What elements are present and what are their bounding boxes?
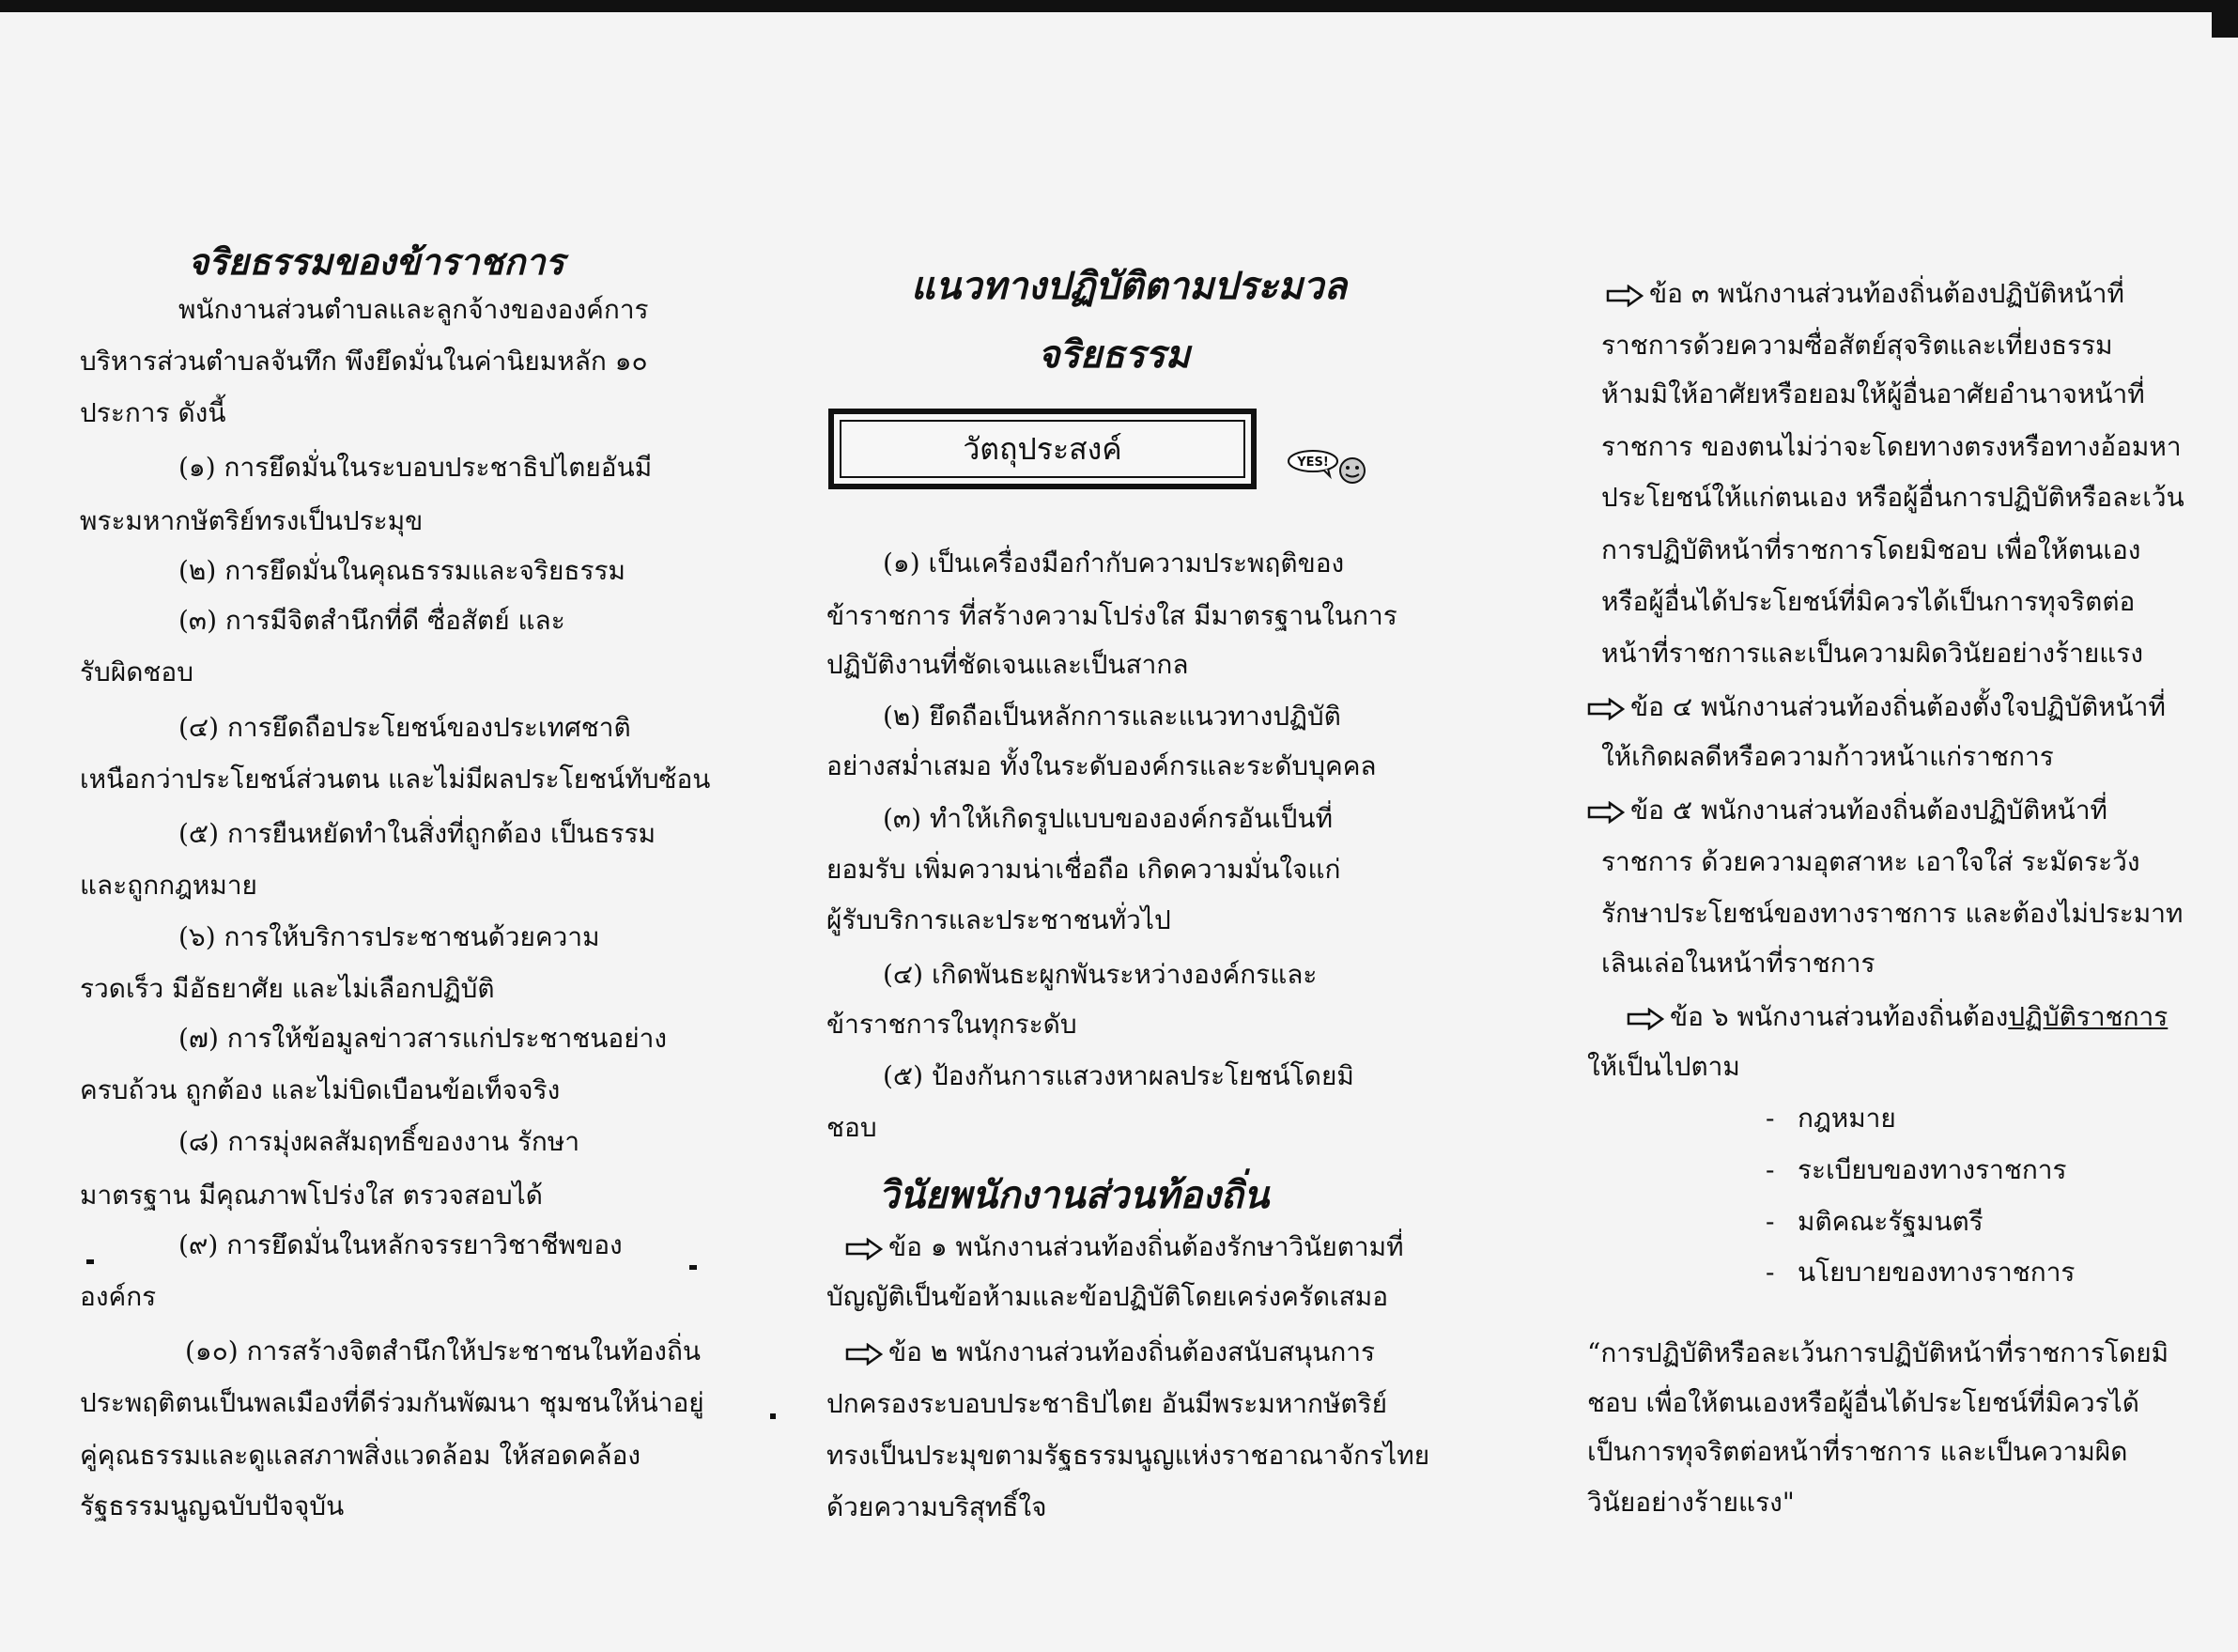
arrow-right-icon [1587,801,1625,824]
text-line: (๔) เกิดพันธะผูกพันระหว่างองค์กรและ [883,959,1318,990]
text-line: ประพฤติตนเป็นพลเมืองที่ดีร่วมกันพัฒนา ชุมชนให้น่าอยู่ [80,1387,704,1418]
bullet-text: ระเบียบของทางราชการ [1798,1154,2067,1185]
text-line: (๒) ยึดถือเป็นหลักการและแนวทางปฏิบัติ [883,701,1341,732]
discipline-item-text: ข้อ ๓ พนักงานส่วนท้องถิ่นต้องปฏิบัติหน้าที่ [1649,278,2124,309]
item6-line [1587,996,2168,1038]
svg-text:YES!: YES! [1297,455,1329,470]
text-line: ครบถ้วน ถูกต้อง และไม่บิดเบือนข้อเท็จจริง [80,1074,561,1105]
text-line: ราชการด้วยความซื่อสัตย์สุจริตและเที่ยงธรรม [1601,330,2113,361]
bullet-item: - กฎหมาย [1766,1103,1896,1134]
text-line: ข้าราชการ ที่สร้างความโปร่งใส มีมาตรฐานในการ [826,600,1397,631]
text-line: ราชการ ของตนไม่ว่าจะโดยทางตรงหรือทางอ้อมหา [1601,431,2182,462]
text-line: ห้ามมิให้อาศัยหรือยอมให้ผู้อื่นอาศัยอำนาจหน้าที่ [1601,378,2145,409]
text-line [1587,790,2107,831]
text-line: (๑) การยึดมั่นในระบอบประชาธิปไตยอันมี [178,452,653,483]
text-line: บริหารส่วนตำบลจันทึก พึงยึดมั่นในค่านิยมหลัก ๑๐ [80,346,648,377]
text-line [1587,687,2166,728]
left-title: จริยธรรมของข้าราชการ [188,241,564,283]
text-line: อย่างสม่ำเสมอ ทั้งในระดับองค์กรและระดับบุคคล [826,750,1377,781]
text-line: (๘) การมุ่งผลสัมฤทธิ์ของงาน รักษา [178,1126,580,1157]
text-line: รักษาประโยชน์ของทางราชการ และต้องไม่ประมาท [1601,898,2184,929]
bullet-item: - ระเบียบของทางราชการ [1766,1154,2067,1185]
text-line: (๓) การมีจิตสำนึกที่ดี ซื่อสัตย์ และ [178,605,565,636]
text-line: (๒) การยึดมั่นในคุณธรรมและจริยธรรม [178,555,625,586]
text-line: (๑๐) การสร้างจิตสำนึกให้ประชาชนในท้องถิ่น [185,1335,702,1366]
arrow-right-icon [1606,285,1644,307]
discipline-item-text: ข้อ ๒ พนักงานส่วนท้องถิ่นต้องสนับสนุนการ [888,1336,1376,1367]
text-line: มาตรฐาน มีคุณภาพโปร่งใส ตรวจสอบได้ [80,1180,543,1211]
text-line: ทรงเป็นประมุขตามรัฐธรรมนูญแห่งราชอาณาจักรไทย [826,1440,1430,1471]
text-line [826,1227,1404,1268]
discipline-item-text: ข้อ ๕ พนักงานส่วนท้องถิ่นต้องปฏิบัติหน้าที่ [1630,795,2108,826]
objective-label: วัตถุประสงค์ [840,420,1245,478]
text-line: รวดเร็ว มีอัธยาศัย และไม่เลือกปฏิบัติ [80,973,495,1004]
text-line: เหนือกว่าประโยชน์ส่วนตน และไม่มีผลประโยชน์ทับซ้อน [80,764,711,795]
middle-subtitle: วินัยพนักงานส่วนท้องถิ่น [878,1174,1270,1217]
text-line: ราชการ ด้วยความอุตสาหะ เอาใจใส่ ระมัดระวัง [1601,846,2140,877]
text-line: การปฏิบัติหน้าที่ราชการโดยมิชอบ เพื่อให้ตนเอง [1601,534,2141,565]
text-line: ให้เป็นไปตาม [1587,1051,1740,1082]
text-line: องค์กร [80,1281,157,1312]
bullet-item: - นโยบายของทางราชการ [1766,1257,2076,1288]
text-line: (๖) การให้บริการประชาชนด้วยความ [178,921,600,952]
scan-top-border [0,0,2238,12]
text-line: ปกครองระบอบประชาธิปไตย อันมีพระมหากษัตริย์ [826,1388,1388,1419]
yes-smiley-icon [1287,448,1371,486]
text-line: เลินเล่อในหน้าที่ราชการ [1601,948,1875,979]
text-line: วินัยอย่างร้ายแรง" [1587,1487,1795,1518]
text-line: ประโยชน์ให้แก่ตนเอง หรือผู้อื่นการปฏิบัติหรือละเว้น [1601,482,2184,513]
item6-prefix: ข้อ ๖ พนักงานส่วนท้องถิ่นต้อง [1670,1001,2009,1032]
arrow-right-icon [845,1238,883,1260]
arrow-right-icon [1587,698,1625,720]
text-line: ด้วยความบริสุทธิ์ใจ [826,1491,1047,1522]
item6-underlined: ปฏิบัติราชการ [2008,1001,2169,1032]
text-line: ยอมรับ เพิ่มความน่าเชื่อถือ เกิดความมั่นใจแก่ [826,854,1341,885]
text-line: พนักงานส่วนตำบลและลูกจ้างขององค์การ [178,294,649,325]
objective-box [828,409,1257,489]
text-line: หน้าที่ราชการและเป็นความผิดวินัยอย่างร้ายแรง [1601,638,2144,669]
text-line [1587,273,2124,315]
text-line: ข้าราชการในทุกระดับ [826,1009,1077,1040]
text-line: ชอบ [826,1112,877,1143]
arrow-right-icon [845,1343,883,1366]
text-line: พระมหากษัตริย์ทรงเป็นประมุข [80,505,424,536]
text-line: ปฏิบัติงานที่ชัดเจนและเป็นสากล [826,649,1189,680]
text-line: (๔) การยึดถือประโยชน์ของประเทศชาติ [178,712,631,743]
text-line: รับผิดชอบ [80,656,193,687]
scan-speck [689,1265,697,1270]
arrow-right-icon [1627,1008,1664,1030]
text-line: ผู้รับบริการและประชาชนทั่วไป [826,904,1171,935]
text-line: (๗) การให้ข้อมูลข่าวสารแก่ประชาชนอย่าง [178,1023,667,1054]
text-line: รัฐธรรมนูญฉบับปัจจุบัน [80,1490,345,1521]
text-line: ให้เกิดผลดีหรือความก้าวหน้าแก่ราชการ [1601,741,2054,772]
text-line: ประการ ดังนี้ [80,397,226,428]
bullet-item: - มติคณะรัฐมนตรี [1766,1206,1983,1237]
bullet-text: นโยบายของทางราชการ [1798,1257,2076,1288]
discipline-item-text: ข้อ ๔ พนักงานส่วนท้องถิ่นต้องตั้งใจปฏิบัติหน้าที่ [1630,691,2166,722]
bullet-text: กฎหมาย [1798,1103,1896,1134]
text-line: บัญญัติเป็นข้อห้ามและข้อปฏิบัติโดยเคร่งครัดเสมอ [826,1281,1389,1312]
text-line: (๕) ป้องกันการแสวงหาผลประโยชน์โดยมิ [883,1060,1354,1091]
text-line: “การปฏิบัติหรือละเว้นการปฏิบัติหน้าที่ราชการโดยมิ [1587,1337,2169,1368]
text-line: หรือผู้อื่นได้ประโยชน์ที่มิควรได้เป็นการทุจริตต่อ [1601,586,2136,617]
text-line: และถูกกฎหมาย [80,870,257,901]
scan-corner-mark [2212,0,2238,38]
text-line: (๕) การยืนหยัดทำในสิ่งที่ถูกต้อง เป็นธรรม [178,818,656,849]
middle-title-line2: จริยธรรม [1038,333,1191,377]
bullet-text: มติคณะรัฐมนตรี [1798,1206,1983,1237]
text-line: คู่คุณธรรมและดูแลสภาพสิ่งแวดล้อม ให้สอดคล้อง [80,1440,641,1471]
text-line: ชอบ เพื่อให้ตนเองหรือผู้อื่นได้ประโยชน์ที่มิควรได้ [1587,1387,2139,1418]
text-line: (๙) การยึดมั่นในหลักจรรยาวิชาชีพของ [178,1229,623,1260]
discipline-item-text: ข้อ ๑ พนักงานส่วนท้องถิ่นต้องรักษาวินัยตามที่ [888,1231,1404,1262]
text-line: (๑) เป็นเครื่องมือกำกับความประพฤติของ [883,548,1345,579]
text-line: เป็นการทุจริตต่อหน้าที่ราชการ และเป็นความผิด [1587,1436,2128,1467]
text-line: (๓) ทำให้เกิดรูปแบบขององค์กรอันเป็นที่ [883,803,1334,834]
text-line [826,1332,1375,1373]
middle-title-line1: แนวทางปฏิบัติตามประมวล [911,265,1348,308]
scan-speck [770,1413,776,1419]
